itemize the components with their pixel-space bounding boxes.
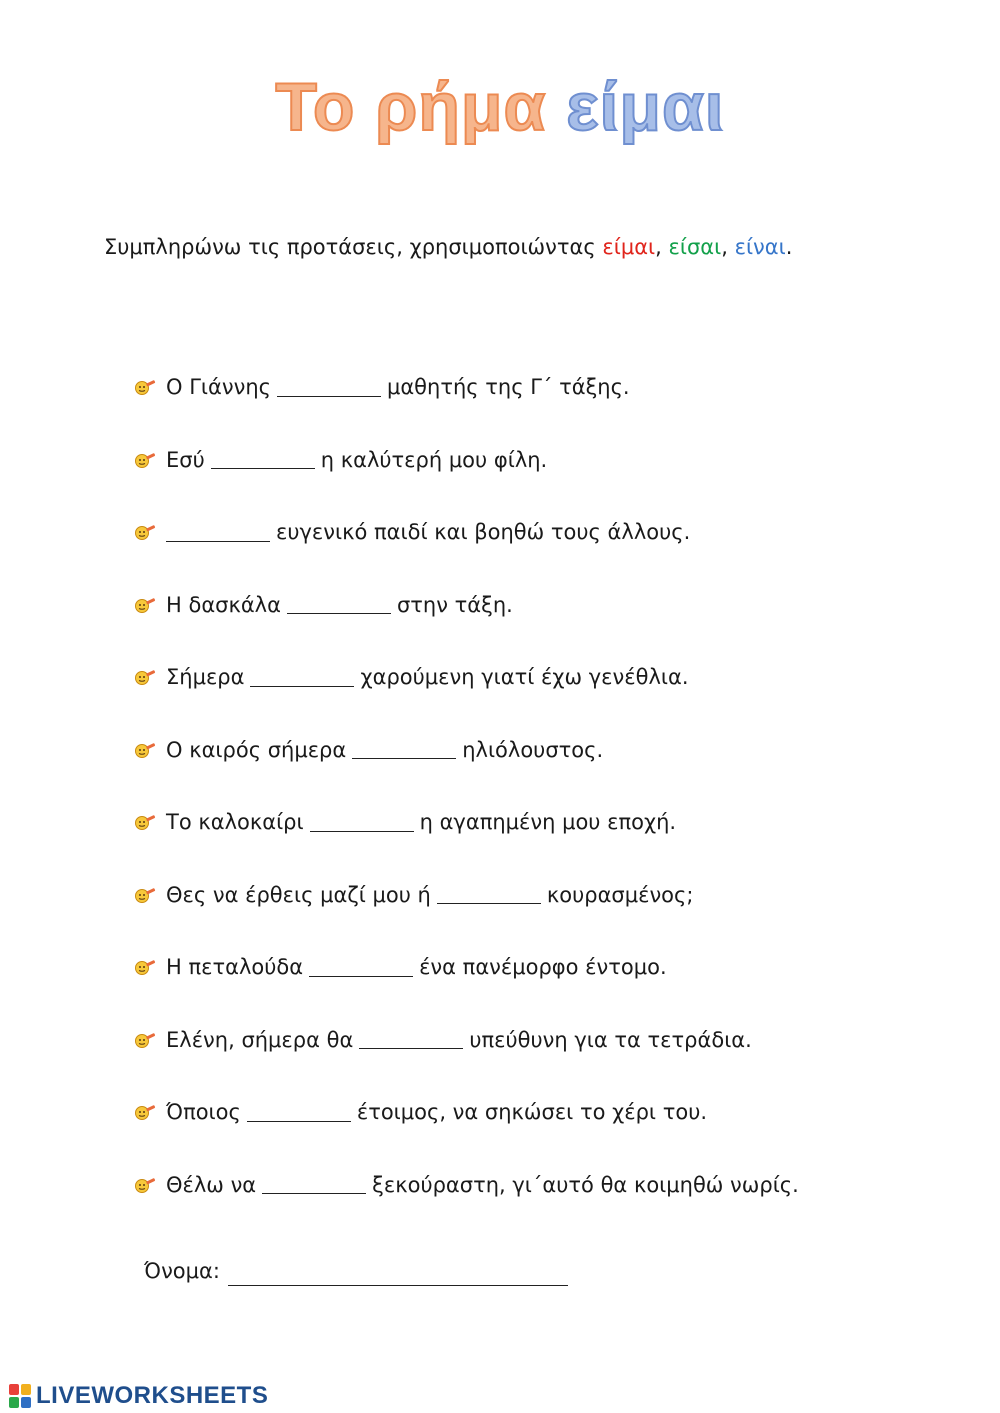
logo-text: LIVEWORKSHEETS — [36, 1382, 269, 1409]
sentence-before-text: Ο καιρός σήμερα — [166, 737, 347, 762]
sentence-after-text: στην τάξη. — [396, 592, 513, 617]
answer-blank[interactable] — [310, 813, 414, 832]
answer-blank[interactable] — [352, 740, 456, 759]
title-word-eimai: είμαι — [566, 69, 725, 145]
footer-logo — [8, 1380, 268, 1412]
pencil-emoji-icon — [134, 379, 156, 395]
pencil-emoji-icon — [134, 669, 156, 685]
sentence-before-text: Σήμερα — [166, 665, 245, 689]
liveworksheets-logo-icon — [8, 1383, 32, 1409]
sentence-after-text: ηλιόλουστος. — [462, 737, 604, 762]
sentence-row — [134, 735, 603, 765]
sentence-row — [134, 1097, 707, 1127]
instructions-text: Συμπληρώνω τις προτάσεις, χρησιμοποιώντας — [104, 235, 603, 259]
sentence-before-text: Το καλοκαίρι — [166, 810, 304, 834]
answer-blank[interactable] — [359, 1030, 463, 1049]
option-einai: είναι — [734, 235, 786, 259]
answer-blank[interactable] — [287, 595, 391, 614]
sentence-before-text: Θες να έρθεις μαζί μου ή — [166, 882, 431, 907]
sentence-before-text: Η πεταλούδα — [166, 955, 304, 979]
sentence-after-text: ένα πανέμορφο έντομο. — [419, 955, 667, 979]
sentence-before-text: Θέλω να — [166, 1172, 257, 1197]
answer-blank[interactable] — [437, 885, 541, 904]
title-word-to-rima: Το ρήμα — [275, 69, 547, 145]
option-eimai: είμαι — [602, 235, 656, 259]
answer-blank[interactable] — [309, 958, 413, 977]
sentence-after-text: ξεκούραστη, γι΄αυτό θα κοιμηθώ νωρίς. — [372, 1172, 799, 1197]
name-label: Όνομα: — [144, 1259, 220, 1283]
pencil-emoji-icon — [134, 1104, 156, 1120]
sentence-after-text: η καλύτερή μου φίλη. — [320, 447, 548, 472]
sentence-row — [134, 662, 689, 692]
pencil-emoji-icon — [134, 1032, 156, 1048]
pencil-emoji-icon — [134, 452, 156, 468]
answer-blank[interactable] — [166, 523, 270, 542]
answer-blank[interactable] — [250, 668, 354, 687]
sentence-row — [134, 517, 690, 547]
instructions — [104, 232, 984, 262]
instructions-sep-1: , — [655, 235, 669, 259]
answer-blank[interactable] — [211, 450, 315, 469]
worksheet-title — [0, 62, 1000, 152]
sentence-row — [134, 1025, 752, 1055]
sentence-after-text: μαθητής της Γ΄ τάξης. — [386, 375, 630, 399]
answer-blank[interactable] — [277, 378, 381, 397]
pencil-emoji-icon — [134, 1177, 156, 1193]
sentence-row — [134, 807, 676, 837]
sentence-before-text: Όποιος — [166, 1100, 241, 1124]
sentence-row — [134, 880, 693, 910]
pencil-emoji-icon — [134, 887, 156, 903]
sentence-row — [134, 590, 513, 620]
option-eisai: είσαι — [668, 235, 722, 259]
sentence-before-text: Ελένη, σήμερα θα — [166, 1027, 354, 1052]
sentence-row — [134, 372, 630, 402]
sentence-before-text: Εσύ — [166, 447, 205, 472]
instructions-end: . — [785, 235, 793, 259]
sentence-before-text: Η δασκάλα — [166, 592, 281, 617]
pencil-emoji-icon — [134, 524, 156, 540]
answer-blank[interactable] — [247, 1103, 351, 1122]
pencil-emoji-icon — [134, 597, 156, 613]
sentence-before-text: Ο Γιάννης — [166, 375, 271, 399]
sentence-row — [134, 1170, 799, 1200]
instructions-sep-2: , — [721, 235, 735, 259]
sentence-after-text: ευγενικό παιδί και βοηθώ τους άλλους. — [276, 520, 691, 544]
sentence-after-text: έτοιμος, να σηκώσει το χέρι του. — [356, 1100, 708, 1124]
sentence-after-text: υπεύθυνη για τα τετράδια. — [469, 1027, 752, 1052]
sentence-row — [134, 952, 667, 982]
sentence-after-text: χαρούμενη γιατί έχω γενέθλια. — [360, 665, 689, 689]
sentence-after-text: η αγαπημένη μου εποχή. — [419, 810, 677, 834]
pencil-emoji-icon — [134, 814, 156, 830]
sentence-after-text: κουρασμένος; — [546, 882, 694, 907]
name-row — [144, 1256, 568, 1286]
answer-blank[interactable] — [262, 1175, 366, 1194]
pencil-emoji-icon — [134, 959, 156, 975]
pencil-emoji-icon — [134, 742, 156, 758]
name-input-line[interactable] — [228, 1263, 568, 1286]
sentence-row — [134, 445, 547, 475]
